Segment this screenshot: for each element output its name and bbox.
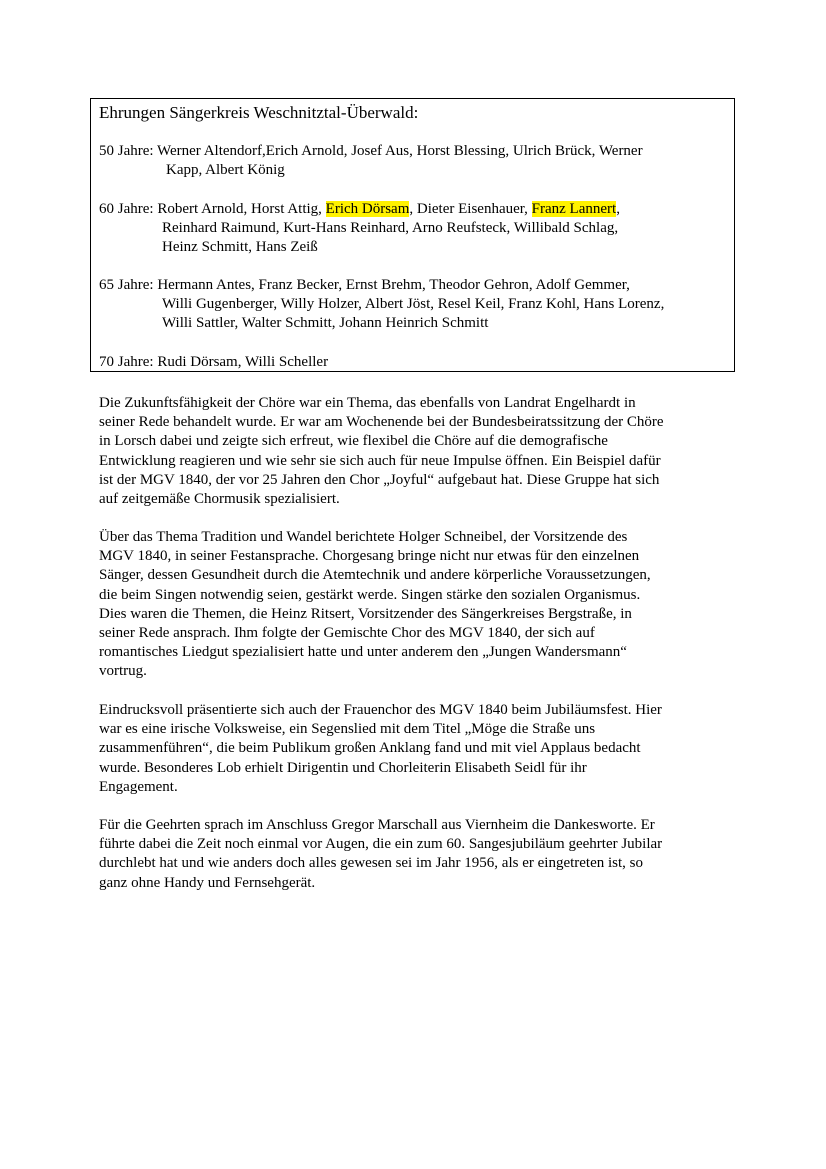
honors-60-text-c: , (616, 201, 620, 217)
text-line: ganz ohne Handy und Fernsehgerät. (99, 874, 316, 891)
text-line: seiner Rede ansprach. Ihm folgte der Gemischte Chor des MGV 1840, der sich auf (99, 624, 595, 641)
honors-65-line-1: 65 Jahre: Hermann Antes, Franz Becker, Ernst Brehm, Theodor Gehron, Adolf Gemmer, (99, 277, 630, 293)
text-line: romantisches Liedgut spezialisiert hatte und unter anderem den „Jungen Wandersmann“ (99, 644, 627, 661)
honors-60-line-1 (99, 200, 620, 219)
honors-65-line-2: Willi Gugenberger, Willy Holzer, Albert Jöst, Resel Keil, Franz Kohl, Hans Lorenz, (162, 296, 665, 312)
text-line: in Lorsch dabei und zeigte sich erfreut, wie flexibel die Chöre auf die demografische (99, 433, 608, 450)
text-line: Dies waren die Themen, die Heinz Ritsert, Vorsitzender des Sängerkreises Bergstraße, in (99, 605, 632, 622)
text-line: Sänger, dessen Gesundheit durch die Atemtechnik und andere körperliche Voraussetzungen, (99, 567, 651, 584)
text-line: Für die Geehrten sprach im Anschluss Gregor Marschall aus Viernheim die Dankesworte. Er (99, 817, 655, 833)
text-line: Entwicklung reagieren und wie sehr sie sich auch für neue Impulse öffnen. Ein Beispiel dafür (99, 452, 661, 469)
honors-title: Ehrungen Sängerkreis Weschnitztal-Überwald: (99, 103, 419, 122)
text-line: führte dabei die Zeit noch einmal vor Augen, die ein zum 60. Sangesjubiläum geehrter Jubilar (99, 836, 663, 853)
paragraph-4 (99, 816, 739, 893)
text-line: Engagement. (99, 778, 178, 795)
honors-70-line-1: 70 Jahre: Rudi Dörsam, Willi Scheller (99, 354, 329, 370)
honors-50-line-1: 50 Jahre: Werner Altendorf,Erich Arnold, Josef Aus, Horst Blessing, Ulrich Brück, Werner (99, 143, 643, 159)
paragraph-3 (99, 701, 739, 797)
text-line: Die Zukunftsfähigkeit der Chöre war ein Thema, das ebenfalls von Landrat Engelhardt in (99, 395, 636, 411)
honors-50-line-2: Kapp, Albert König (166, 162, 285, 178)
honors-50-years (99, 142, 643, 180)
honors-60-text-b: , Dieter Eisenhauer, (409, 201, 532, 217)
text-line: war es eine irische Volksweise, ein Segenslied mit dem Titel „Möge die Straße uns (99, 721, 596, 738)
text-line: MGV 1840, in seiner Festansprache. Chorgesang bringe nicht nur etwas für den einzelnen (99, 548, 640, 565)
text-line: wurde. Besonderes Lob erhielt Dirigentin und Chorleiterin Elisabeth Seidl für ihr (99, 759, 587, 776)
honors-60-text-a: 60 Jahre: Robert Arnold, Horst Attig, (99, 201, 326, 217)
highlighted-name-1: Erich Dörsam (325, 201, 410, 217)
text-line: durchlebt hat und wie anders doch alles gewesen sei im Jahr 1956, als er eingetreten ist, so (99, 855, 644, 872)
honors-60-years (99, 200, 620, 257)
text-line: seiner Rede behandelt wurde. Er war am Wochenende bei der Bundesbeiratssitzung der Chöre (99, 414, 664, 431)
honors-60-line-3: Heinz Schmitt, Hans Zeiß (162, 239, 318, 255)
text-line: Über das Thema Tradition und Wandel berichtete Holger Schneibel, der Vorsitzende des (99, 529, 628, 545)
honors-65-years (99, 276, 664, 333)
paragraph-1 (99, 394, 739, 509)
text-line: vortrug. (99, 663, 147, 680)
text-line: die beim Singen notwendig seien, gestärkt werde. Singen stärke den sozialen Organismus. (99, 586, 641, 603)
text-line: auf zeitgemäße Chormusik spezialisiert. (99, 490, 340, 507)
text-line: Eindrucksvoll präsentierte sich auch der Frauenchor des MGV 1840 beim Jubiläumsfest. Hier (99, 702, 662, 718)
text-line: ist der MGV 1840, der vor 25 Jahren den Chor „Joyful“ aufgebaut hat. Diese Gruppe hat sich (99, 471, 660, 488)
honors-65-line-3: Willi Sattler, Walter Schmitt, Johann Heinrich Schmitt (162, 315, 489, 331)
honors-box (90, 98, 735, 372)
honors-60-line-2: Reinhard Raimund, Kurt-Hans Reinhard, Arno Reufsteck, Willibald Schlag, (162, 220, 619, 236)
highlighted-name-2: Franz Lannert (531, 201, 617, 217)
text-line: zusammenführen“, die beim Publikum großen Anklang fand und mit viel Applaus bedacht (99, 740, 641, 757)
honors-70-years (99, 353, 328, 372)
paragraph-2 (99, 528, 739, 682)
